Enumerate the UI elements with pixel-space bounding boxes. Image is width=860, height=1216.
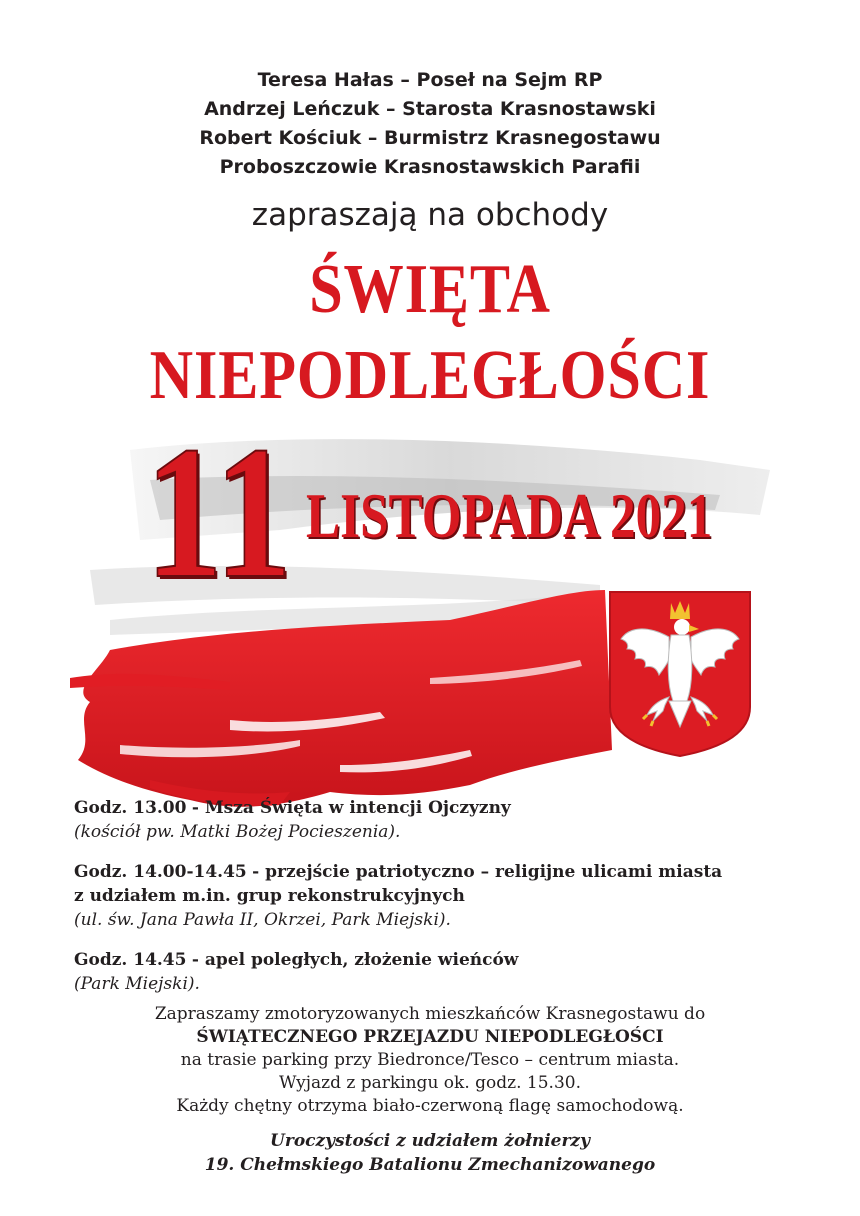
program-item (74, 948, 794, 996)
car-rally-announcement (0, 1003, 860, 1118)
event-location: (Park Miejski). (74, 974, 200, 994)
rally-line: Zapraszamy zmotoryzowanych mieszkańców Krasnegostawu do (154, 1004, 706, 1024)
rally-line: Każdy chętny otrzyma biało-czerwoną flagę samochodową. (176, 1096, 684, 1116)
event-time: Godz. 13.00 (74, 798, 187, 818)
title-line-1: ŚWIĘTA (309, 251, 551, 328)
organizer-line: Teresa Hałas – Poseł na Sejm RP (257, 69, 603, 91)
rally-title: ŚWIĄTECZNEGO PRZEJAZDU NIEPODLEGŁOŚCI (196, 1027, 664, 1047)
event-time: Godz. 14.45 (74, 950, 187, 970)
invitation-text: zapraszają na obchody (251, 197, 609, 233)
organizers-list (0, 66, 860, 182)
event-description-continued: z udziałem m.in. grup rekonstrukcyjnych (74, 886, 465, 906)
event-description: - przejście patriotyczno – religijne ulicami miasta (252, 862, 723, 882)
program-item (74, 796, 794, 844)
organizer-line: Proboszczowie Krasnostawskich Parafii (219, 156, 641, 178)
rally-line: na trasie parking przy Biedronce/Tesco – centrum miasta. (180, 1050, 680, 1070)
date-day: 11 (145, 408, 293, 618)
program-item (74, 860, 794, 932)
rally-line: Wyjazd z parkingu ok. godz. 15.30. (279, 1073, 581, 1093)
event-time: Godz. 14.00-14.45 (74, 862, 247, 882)
event-program (74, 796, 794, 1012)
footer-line: Uroczystości z udziałem żołnierzy (270, 1131, 590, 1151)
organizer-line: Robert Kościuk – Burmistrz Krasnegostawu (199, 127, 661, 149)
polish-white-eagle-emblem-icon (607, 589, 753, 759)
organizer-line: Andrzej Leńczuk – Starosta Krasnostawski (204, 98, 656, 120)
event-location: (kościół pw. Matki Bożej Pocieszenia). (74, 822, 401, 842)
event-location: (ul. św. Jana Pawła II, Okrzei, Park Miejski). (74, 910, 451, 930)
event-description: - Msza Święta w intencji Ojczyzny (191, 798, 511, 818)
footer-line: 19. Chełmskiego Batalionu Zmechanizowanego (204, 1155, 656, 1175)
date-month-year: LISTOPADA 2021 (306, 480, 713, 551)
footer-note (0, 1129, 860, 1177)
event-description: - apel poległych, złożenie wieńców (191, 950, 519, 970)
title-line-2: NIEPODLEGŁOŚCI (149, 337, 711, 414)
